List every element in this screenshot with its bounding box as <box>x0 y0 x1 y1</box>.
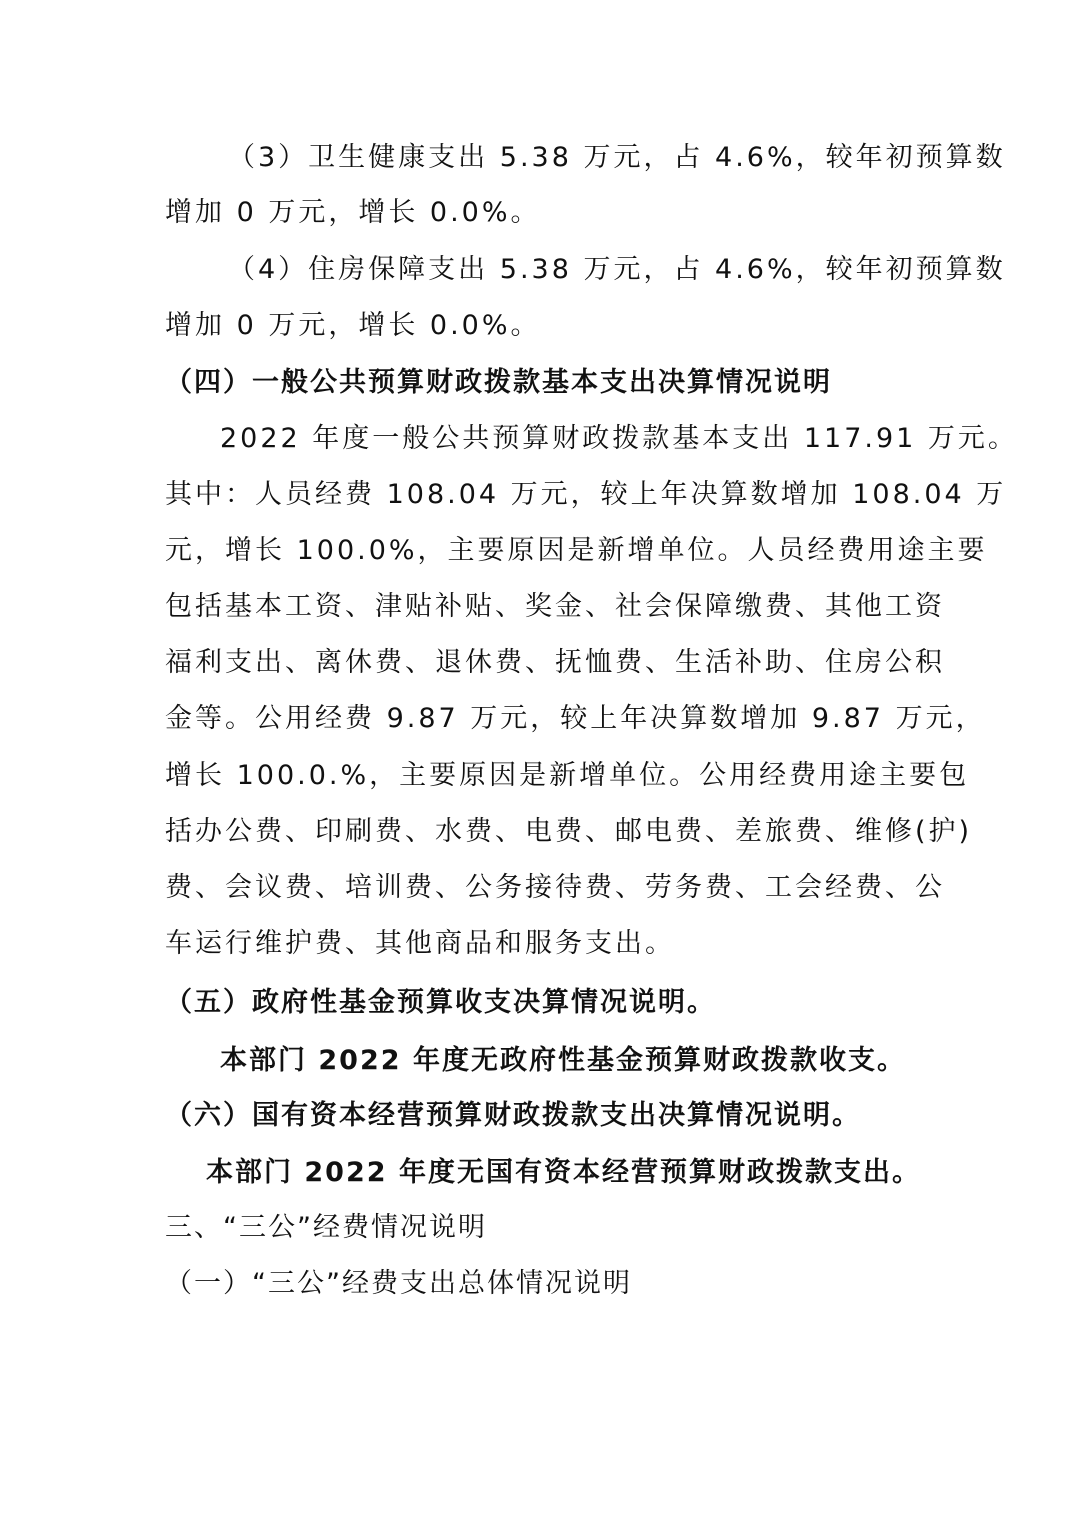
paragraph-line: 元，增长 100.0%，主要原因是新增单位。人员经费用途主要 <box>165 535 988 566</box>
paragraph-line: 福利支出、离休费、退休费、抚恤费、生活补助、住房公积 <box>165 647 945 678</box>
paragraph-line: 其中：人员经费 108.04 万元，较上年决算数增加 108.04 万 <box>165 479 1007 510</box>
section-heading: 三、“三公”经费情况说明 <box>165 1212 487 1243</box>
section-heading: （四）一般公共预算财政拨款基本支出决算情况说明 <box>165 367 832 398</box>
paragraph-line: 包括基本工资、津贴补贴、奖金、社会保障缴费、其他工资 <box>165 591 945 622</box>
paragraph-line: （3）卫生健康支出 5.38 万元，占 4.6%，较年初预算数 <box>228 142 1006 173</box>
paragraph-line: 增加 0 万元，增长 0.0%。 <box>165 197 541 228</box>
section-heading: （六）国有资本经营预算财政拨款支出决算情况说明。 <box>165 1100 861 1131</box>
section-heading: （五）政府性基金预算收支决算情况说明。 <box>165 987 716 1018</box>
paragraph-line: 2022 年度一般公共预算财政拨款基本支出 117.91 万元。 <box>220 423 1018 454</box>
paragraph-line: 增长 100.0.%，主要原因是新增单位。公用经费用途主要包 <box>165 760 970 791</box>
paragraph-line: 车运行维护费、其他商品和服务支出。 <box>165 928 675 959</box>
section-heading: （一）“三公”经费支出总体情况说明 <box>165 1268 632 1299</box>
paragraph-line: 本部门 2022 年度无政府性基金预算财政拨款收支。 <box>220 1045 906 1076</box>
paragraph-line: 金等。公用经费 9.87 万元，较上年决算数增加 9.87 万元， <box>165 703 986 734</box>
paragraph-line: 增加 0 万元，增长 0.0%。 <box>165 310 541 341</box>
paragraph-line: 括办公费、印刷费、水费、电费、邮电费、差旅费、维修(护) <box>165 816 973 847</box>
paragraph-line: （4）住房保障支出 5.38 万元，占 4.6%，较年初预算数 <box>228 254 1006 285</box>
paragraph-line: 费、会议费、培训费、公务接待费、劳务费、工会经费、公 <box>165 872 945 903</box>
paragraph-line: 本部门 2022 年度无国有资本经营预算财政拨款支出。 <box>206 1157 921 1188</box>
